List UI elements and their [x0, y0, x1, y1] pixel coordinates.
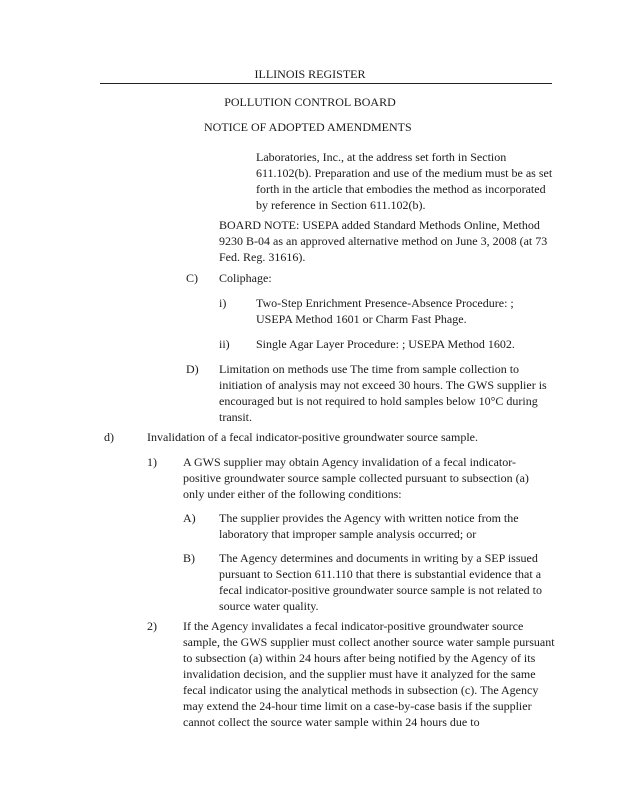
item-text: Two-Step Enrichment Presence-Absence Procedure: ; USEPA Method 1601 or Charm Fast Phage. — [256, 296, 514, 326]
item-text: The supplier provides the Agency with written notice from the laboratory that improper sample analysis occurred; or — [219, 511, 519, 541]
item-label: D) — [186, 362, 199, 376]
item-label: ii) — [219, 337, 230, 351]
item-text: Limitation on methods use The time from sample collection to initiation of analysis may not exceed 30 hours. The GWS supplier is encouraged but is not required to hold samples below 10°C during transit. — [219, 362, 547, 424]
item-text: Coliphage: — [219, 271, 272, 285]
notice-title: NOTICE OF ADOPTED AMENDMENTS — [204, 120, 412, 134]
item-text: Single Agar Layer Procedure: ; USEPA Method 1602. — [256, 337, 515, 351]
item-text: Invalidation of a fecal indicator-positive groundwater source sample. — [147, 430, 478, 444]
board-note: BOARD NOTE: USEPA added Standard Methods Online, Method 9230 B-04 as an approved alternative method on June 3, 2008 (at 73 Fed. Reg. 31616). — [219, 218, 548, 264]
laboratories-paragraph: Laboratories, Inc., at the address set forth in Section 611.102(b). Preparation and use of the medium must be as set forth in the article that embodies the method as incorporated by reference in Section 611.102(b). — [256, 150, 553, 212]
item-text: If the Agency invalidates a fecal indicator-positive groundwater source sample, the GWS supplier must collect another source water sample pursuant to subsection (a) within 24 hours after being notified by the Agency of its invalidation decision, and the supplier must have it analyzed for the same fecal indicator using the analytical methods in subsection (c). The Agency may extend the 24-hour time limit on a case-by-case basis if the supplier cannot collect the source water sample within 24 hours due to — [183, 619, 555, 729]
item-label: 1) — [147, 455, 157, 469]
item-label: d) — [104, 430, 114, 444]
board-title: POLLUTION CONTROL BOARD — [224, 95, 396, 109]
item-label: 2) — [147, 619, 157, 633]
item-label: i) — [219, 296, 227, 310]
header-rule — [100, 83, 552, 84]
item-text: A GWS supplier may obtain Agency invalidation of a fecal indicator-positive groundwater source sample collected pursuant to subsection (a) only under either of the following conditions: — [183, 455, 529, 501]
item-label: C) — [186, 271, 198, 285]
item-label: A) — [183, 511, 196, 525]
item-label: B) — [183, 551, 195, 565]
item-text: The Agency determines and documents in writing by a SEP issued pursuant to Section 611.110 that there is substantial evidence that a fecal indicator-positive groundwater source sample is not related to source water quality. — [219, 551, 542, 613]
register-title: ILLINOIS REGISTER — [254, 67, 366, 81]
